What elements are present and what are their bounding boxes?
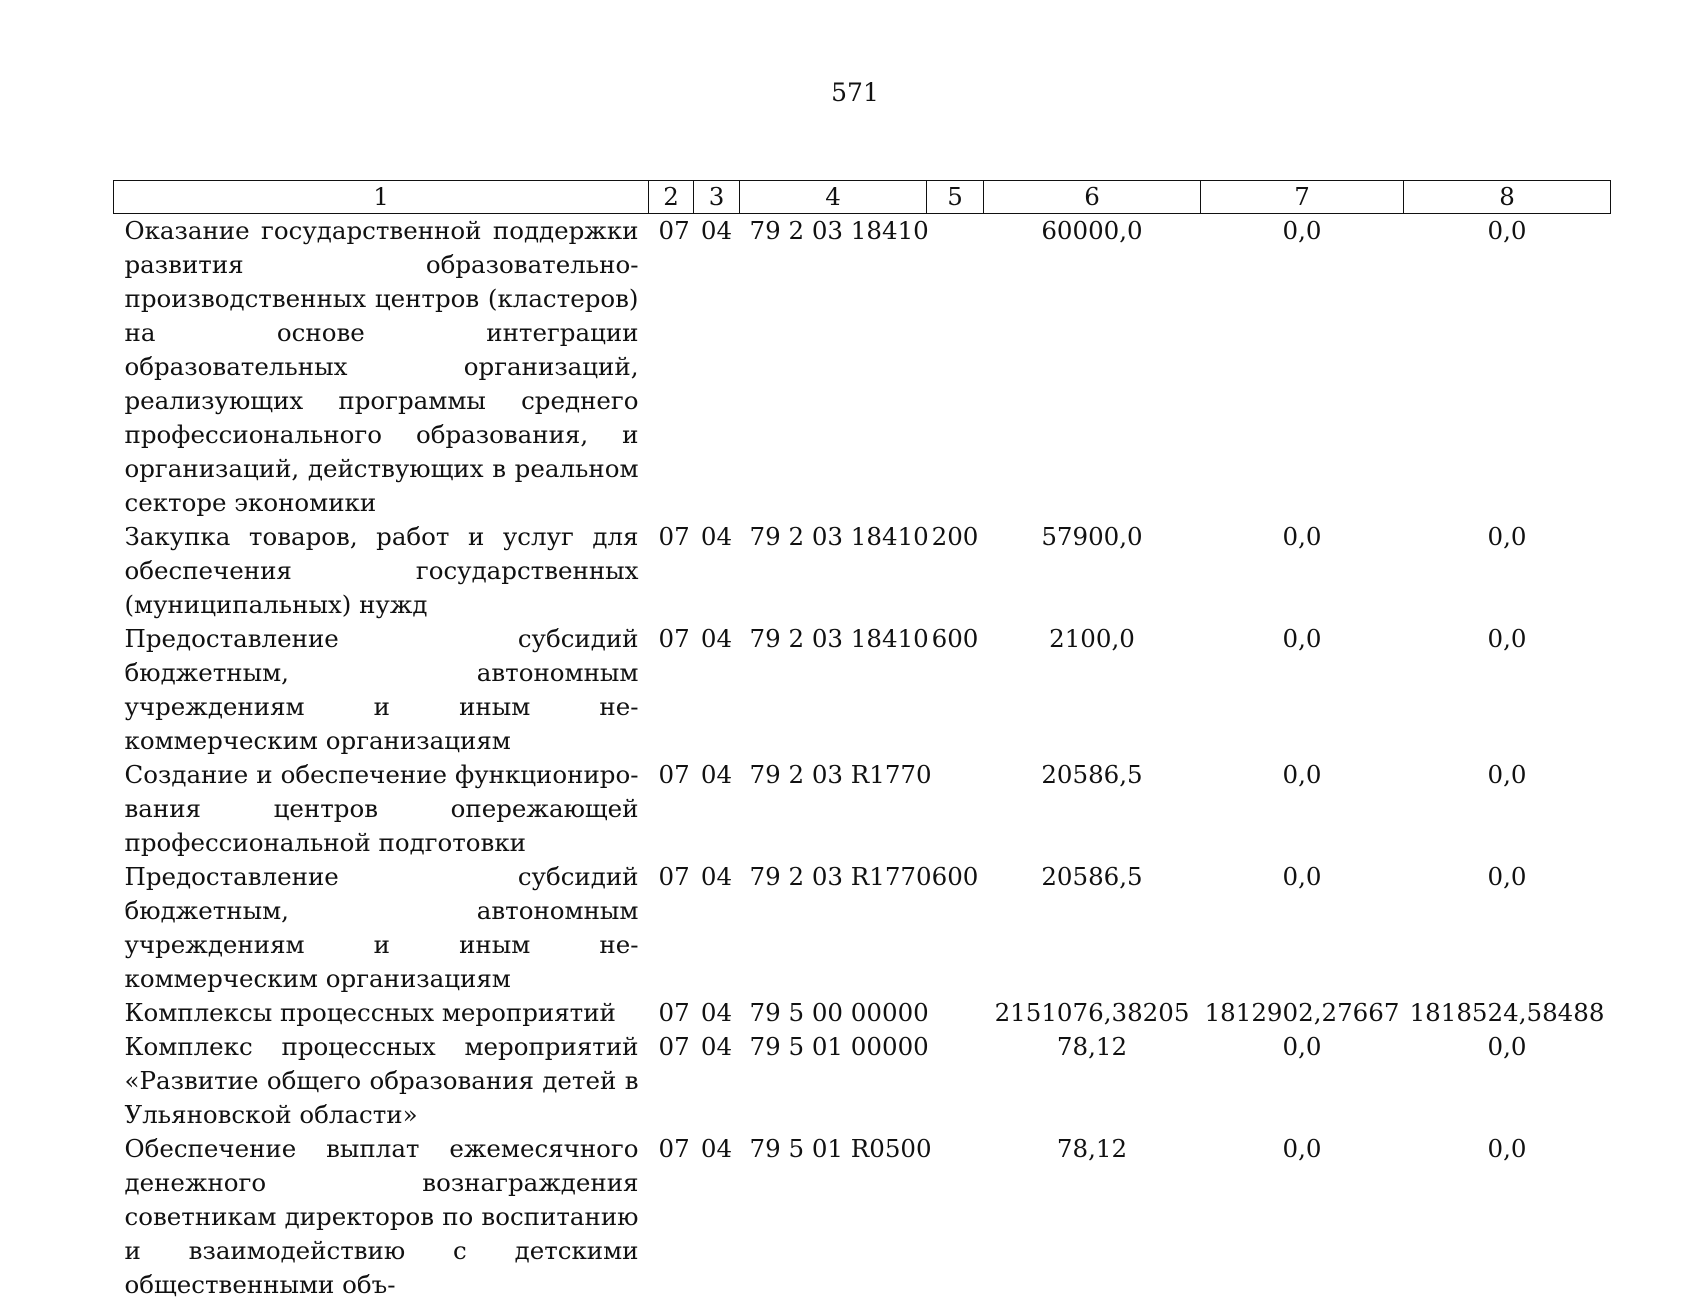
target-article-code: 79 5 00 00000: [740, 996, 927, 1030]
amount-col-6: 2151076,38205: [984, 996, 1201, 1030]
amount-col-7: 0,0: [1201, 860, 1404, 996]
expense-type-code: 600: [927, 622, 984, 758]
table-row: [114, 1132, 1611, 1302]
amount-col-8: 0,0: [1404, 214, 1611, 521]
expense-name: Создание и обеспечение функционирования центров опережающей профессиональной подготовки: [114, 758, 649, 860]
amount-col-8: 1818524,58488: [1404, 996, 1611, 1030]
column-header-1: 1: [114, 181, 649, 214]
subsection-code: 04: [694, 860, 740, 996]
amount-col-6: 78,12: [984, 1030, 1201, 1132]
table-row: [114, 622, 1611, 758]
table-header-row: [114, 181, 1611, 214]
amount-col-7: 0,0: [1201, 622, 1404, 758]
column-header-6: 6: [984, 181, 1201, 214]
section-code: 07: [649, 1030, 694, 1132]
table-row: [114, 520, 1611, 622]
column-header-7: 7: [1201, 181, 1404, 214]
subsection-code: 04: [694, 996, 740, 1030]
amount-col-7: 0,0: [1201, 1132, 1404, 1302]
section-code: 07: [649, 520, 694, 622]
amount-col-6: 2100,0: [984, 622, 1201, 758]
column-header-5: 5: [927, 181, 984, 214]
table-row: [114, 1030, 1611, 1132]
expense-name: Закупка товаров, работ и услуг для обеспечения государственных (муниципальных) нужд: [114, 520, 649, 622]
expense-name: Комплексы процессных мероприятий: [114, 996, 649, 1030]
section-code: 07: [649, 1132, 694, 1302]
amount-col-6: 57900,0: [984, 520, 1201, 622]
table-row: [114, 996, 1611, 1030]
expense-type-code: [927, 996, 984, 1030]
target-article-code: 79 2 03 R1770: [740, 758, 927, 860]
subsection-code: 04: [694, 520, 740, 622]
amount-col-7: 0,0: [1201, 758, 1404, 860]
amount-col-6: 60000,0: [984, 214, 1201, 521]
table-row: [114, 758, 1611, 860]
amount-col-8: 0,0: [1404, 622, 1611, 758]
section-code: 07: [649, 214, 694, 521]
subsection-code: 04: [694, 622, 740, 758]
column-header-8: 8: [1404, 181, 1611, 214]
target-article-code: 79 2 03 R1770: [740, 860, 927, 996]
expense-name: Комплекс процессных мероприятий «Развитие общего образования детей в Ульяновской области»: [114, 1030, 649, 1132]
section-code: 07: [649, 996, 694, 1030]
amount-col-6: 20586,5: [984, 860, 1201, 996]
amount-col-7: 0,0: [1201, 214, 1404, 521]
amount-col-7: 0,0: [1201, 1030, 1404, 1132]
subsection-code: 04: [694, 1030, 740, 1132]
subsection-code: 04: [694, 758, 740, 860]
budget-table: [113, 180, 1611, 1302]
subsection-code: 04: [694, 1132, 740, 1302]
column-header-4: 4: [740, 181, 927, 214]
target-article-code: 79 5 01 R0500: [740, 1132, 927, 1302]
expense-type-code: 200: [927, 520, 984, 622]
amount-col-6: 20586,5: [984, 758, 1201, 860]
table-row: [114, 860, 1611, 996]
expense-type-code: [927, 1132, 984, 1302]
table-body: [114, 214, 1611, 1302]
expense-name: Предоставление субсидий бюджетным, автономным учреждениям и иным некоммерческим организациям: [114, 622, 649, 758]
column-header-3: 3: [694, 181, 740, 214]
expense-name: Обеспечение выплат ежемесячного денежного вознаграждения советникам директоров по воспитанию и взаимодействию с детскими общественными объ-: [114, 1132, 649, 1302]
section-code: 07: [649, 860, 694, 996]
expense-name: Предоставление субсидий бюджетным, автономным учреждениям и иным некоммерческим организациям: [114, 860, 649, 996]
column-header-2: 2: [649, 181, 694, 214]
expense-type-code: [927, 1030, 984, 1132]
section-code: 07: [649, 622, 694, 758]
amount-col-8: 0,0: [1404, 520, 1611, 622]
expense-type-code: [927, 214, 984, 521]
target-article-code: 79 2 03 18410: [740, 214, 927, 521]
amount-col-7: 1812902,27667: [1201, 996, 1404, 1030]
target-article-code: 79 5 01 00000: [740, 1030, 927, 1132]
table-row: [114, 214, 1611, 521]
expense-type-code: 600: [927, 860, 984, 996]
amount-col-7: 0,0: [1201, 520, 1404, 622]
target-article-code: 79 2 03 18410: [740, 622, 927, 758]
amount-col-8: 0,0: [1404, 1030, 1611, 1132]
section-code: 07: [649, 758, 694, 860]
amount-col-8: 0,0: [1404, 1132, 1611, 1302]
target-article-code: 79 2 03 18410: [740, 520, 927, 622]
page-number: 571: [0, 78, 1697, 107]
amount-col-8: 0,0: [1404, 758, 1611, 860]
expense-name: Оказание государственной поддержки развития образовательно-производственных центров (кластеров) на основе интеграции образовательных организаций, реализующих программы среднего профессионального образования, и организаций, действующих в реальном секторе экономики: [114, 214, 649, 521]
expense-type-code: [927, 758, 984, 860]
subsection-code: 04: [694, 214, 740, 521]
amount-col-6: 78,12: [984, 1132, 1201, 1302]
amount-col-8: 0,0: [1404, 860, 1611, 996]
